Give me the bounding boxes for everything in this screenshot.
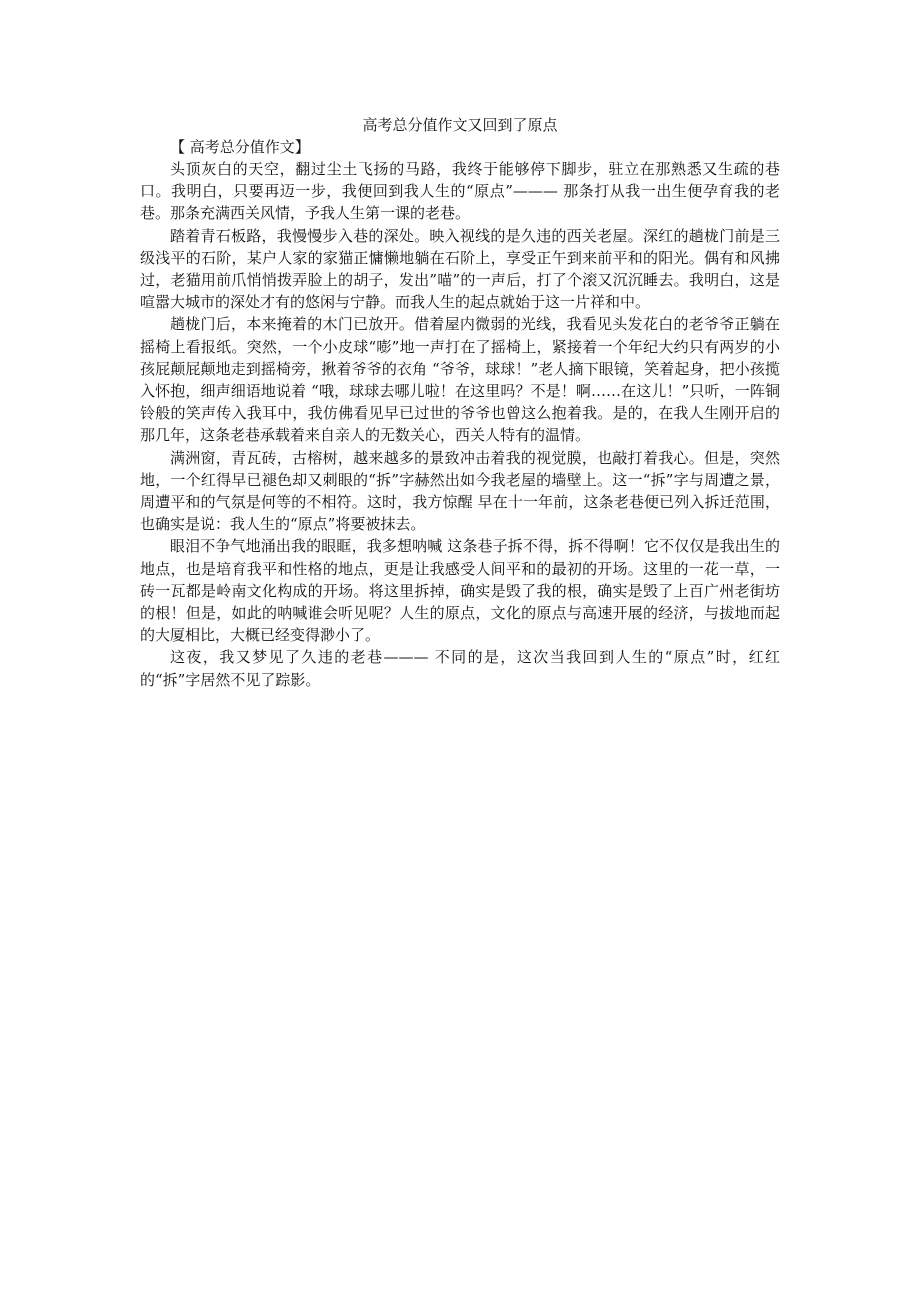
document-subtitle: 【 高考总分值作文】 <box>170 138 310 156</box>
paragraph: 头顶灰白的天空，翻过尘土飞扬的马路，我终于能够停下脚步，驻立在那熟悉又生疏的巷口。我明白，只要再迈一步，我便回到我人生的“原点”——— 那条打从我一出生便孕育我的老巷。那条充满西关风情，予我人生第一课的老巷。 <box>140 160 780 223</box>
document-page <box>140 114 780 691</box>
paragraph: 满洲窗，青瓦砖，古榕树，越来越多的景致冲击着我的视觉膜，也敲打着我心。但是，突然地，一个红得早已褪色却又刺眼的“拆”字赫然出如今我老屋的墙壁上。这一“拆”字与周遭之景，周遭平和的气氛是何等的不相符。这时，我方惊醒 早在十一年前，这条老巷便已列入拆迁范围，也确实是说：我人生的“原点”将要被抹去。 <box>140 448 780 534</box>
paragraph: 这夜，我又梦见了久违的老巷——— 不同的是，这次当我回到人生的“原点”时，红红的“拆”字居然不见了踪影。 <box>140 648 780 689</box>
paragraph: 眼泪不争气地涌出我的眼眶，我多想呐喊 这条巷子拆不得，拆不得啊！它不仅仅是我出生的地点，也是培育我平和性格的地点，更是让我感受人间平和的最初的开场。这里的一花一草，一砖一瓦都是岭南文化构成的开场。将这里拆掉，确实是毁了我的根，确实是毁了上百广州老街坊的根！但是，如此的呐喊谁会听见呢？人生的原点，文化的原点与高速开展的经济，与拔地而起的大厦相比，大概已经变得渺小了。 <box>140 537 780 645</box>
document-title: 高考总分值作文又回到了原点 <box>362 116 558 134</box>
paragraph: 踏着青石板路，我慢慢步入巷的深处。映入视线的是久违的西关老屋。深红的趟栊门前是三级浅平的石阶，某户人家的家猫正慵懒地躺在石阶上，享受正午到来前平和的阳光。偶有和风拂过，老猫用前爪悄悄拨弄脸上的胡子，发出”喵”的一声后，打了个滚又沉沉睡去。我明白，这是喧嚣大城市的深处才有的悠闲与宁静。而我人生的起点就始于这一片祥和中。 <box>140 226 780 312</box>
paragraph: 趟栊门后，本来掩着的木门已放开。借着屋内微弱的光线，我看见头发花白的老爷爷正躺在摇椅上看报纸。突然，一个小皮球“嘭”地一声打在了摇椅上，紧接着一个年纪大约只有两岁的小孩屁颠屁颠地走到摇椅旁，揪着爷爷的衣角 “爷爷，球球！”老人摘下眼镜，笑着起身，把小孩揽入怀抱，细声细语地说着 “哦，球球去哪儿啦！在这里吗？不是！啊……在这儿！”只听，一阵铜铃般的笑声传入我耳中，我仿佛看见早已过世的爷爷也曾这么抱着我。是的，在我人生刚开启的那几年，这条老巷承载着来自亲人的无数关心，西关人特有的温情。 <box>140 315 780 445</box>
